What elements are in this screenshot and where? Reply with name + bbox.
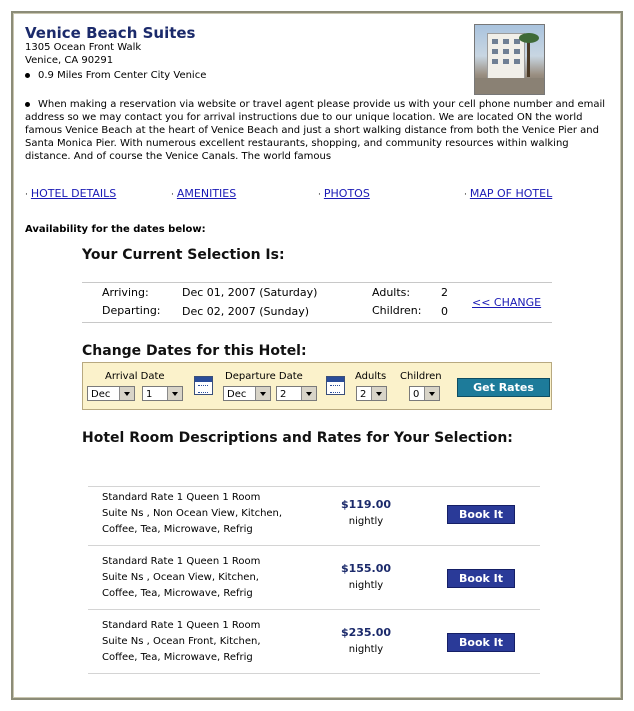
room-description — [102, 618, 322, 666]
chevron-down-icon — [371, 387, 386, 400]
room-line2: Suite Ns , Non Ocean View, Kitchen, — [102, 508, 283, 519]
adults-value: 2 — [441, 286, 448, 299]
room-rates-heading: Hotel Room Descriptions and Rates for Your Selection: — [82, 430, 513, 446]
book-it-button[interactable]: Book It — [447, 569, 515, 588]
nav-hotel-details[interactable] — [25, 182, 116, 201]
dot-icon: · — [464, 190, 467, 200]
departure-day-select[interactable] — [276, 386, 317, 401]
children-select-label: Children — [400, 371, 442, 382]
chevron-down-icon — [119, 387, 134, 400]
arrival-month-value: Dec — [91, 389, 111, 400]
children-select-value: 0 — [413, 389, 420, 400]
room-line2: Suite Ns , Ocean View, Kitchen, — [102, 572, 259, 583]
arrival-day-select[interactable] — [142, 386, 183, 401]
departing-label: Departing: — [102, 304, 161, 317]
room-line1: Standard Rate 1 Queen 1 Room — [102, 620, 261, 631]
chevron-down-icon — [424, 387, 439, 400]
hotel-photo[interactable] — [474, 24, 545, 95]
room-description — [102, 490, 322, 538]
room-rate-period: nightly — [348, 516, 384, 527]
departure-calendar-icon[interactable] — [326, 376, 345, 395]
room-price: $119.00 — [340, 498, 392, 511]
get-rates-button[interactable]: Get Rates — [457, 378, 550, 397]
chevron-down-icon — [167, 387, 182, 400]
room-line1: Standard Rate 1 Queen 1 Room — [102, 556, 261, 567]
nav-amenities[interactable] — [171, 182, 236, 201]
description-text: When making a reservation via website or travel agent please provide us with your cell phone number and email address so we may contact you for arrival instructions due to our unique location. We are located ON the world famous Venice Beach at the heart of Venice Beach and just a short walking distance from both the Venice Pier and Santa Monica Pier. With numerous excellent restaurants, shopping, and community resources within walking distance. And of course the Venice Canals. The world famous — [25, 99, 606, 162]
departure-month-select[interactable] — [223, 386, 271, 401]
bullet-icon — [25, 102, 30, 107]
adults-label: Adults: — [372, 286, 411, 299]
arrival-day-value: 1 — [146, 389, 153, 400]
room-description — [102, 554, 322, 602]
hotel-name: Venice Beach Suites — [25, 24, 196, 42]
change-link[interactable]: << CHANGE — [472, 296, 542, 309]
change-dates-form — [82, 362, 552, 410]
divider — [82, 322, 552, 323]
children-value: 0 — [441, 305, 448, 318]
arrival-date-label: Arrival Date — [105, 371, 165, 382]
departure-day-value: 2 — [280, 389, 287, 400]
departure-date-label: Departure Date — [225, 371, 303, 382]
distance-text: 0.9 Miles From Center City Venice — [38, 70, 207, 81]
children-label: Children: — [372, 304, 422, 317]
adults-select-value: 2 — [360, 389, 367, 400]
hotel-description — [25, 98, 615, 163]
current-selection-heading: Your Current Selection Is: — [82, 247, 285, 263]
chevron-down-icon — [255, 387, 270, 400]
room-line3: Coffee, Tea, Microwave, Refrig — [102, 524, 253, 535]
chevron-down-icon — [301, 387, 316, 400]
nav-link-label[interactable]: MAP OF HOTEL — [469, 187, 553, 200]
dot-icon: · — [318, 190, 321, 200]
address-line1: 1305 Ocean Front Walk — [25, 42, 142, 53]
address-line2: Venice, CA 90291 — [25, 55, 114, 66]
book-it-button[interactable]: Book It — [447, 633, 515, 652]
room-price: $235.00 — [340, 626, 392, 639]
arrival-month-select[interactable] — [87, 386, 135, 401]
bullet-icon — [25, 73, 30, 78]
divider — [88, 545, 540, 546]
nav-photos[interactable] — [318, 182, 370, 201]
dot-icon: · — [171, 190, 174, 200]
room-line2: Suite Ns , Ocean Front, Kitchen, — [102, 636, 261, 647]
divider — [88, 486, 540, 487]
nav-link-label[interactable]: HOTEL DETAILS — [30, 187, 117, 200]
room-rate-period: nightly — [348, 580, 384, 591]
departing-value: Dec 02, 2007 (Sunday) — [182, 305, 310, 318]
book-it-button[interactable]: Book It — [447, 505, 515, 524]
divider — [88, 673, 540, 674]
room-line3: Coffee, Tea, Microwave, Refrig — [102, 588, 253, 599]
arrival-calendar-icon[interactable] — [194, 376, 213, 395]
dot-icon: · — [25, 190, 28, 200]
room-rate-period: nightly — [348, 644, 384, 655]
room-line1: Standard Rate 1 Queen 1 Room — [102, 492, 261, 503]
change-dates-heading: Change Dates for this Hotel: — [82, 343, 307, 359]
divider — [82, 282, 552, 283]
adults-select-label: Adults — [355, 371, 387, 382]
distance — [25, 69, 206, 82]
arriving-label: Arriving: — [102, 286, 149, 299]
room-price: $155.00 — [340, 562, 392, 575]
room-line3: Coffee, Tea, Microwave, Refrig — [102, 652, 253, 663]
nav-link-label[interactable]: AMENITIES — [176, 187, 237, 200]
children-select[interactable] — [409, 386, 440, 401]
departure-month-value: Dec — [227, 389, 247, 400]
adults-select[interactable] — [356, 386, 387, 401]
nav-map-of-hotel[interactable] — [464, 182, 552, 201]
arriving-value: Dec 01, 2007 (Saturday) — [182, 286, 318, 299]
availability-label: Availability for the dates below: — [25, 224, 206, 235]
nav-link-label[interactable]: PHOTOS — [323, 187, 370, 200]
divider — [88, 609, 540, 610]
